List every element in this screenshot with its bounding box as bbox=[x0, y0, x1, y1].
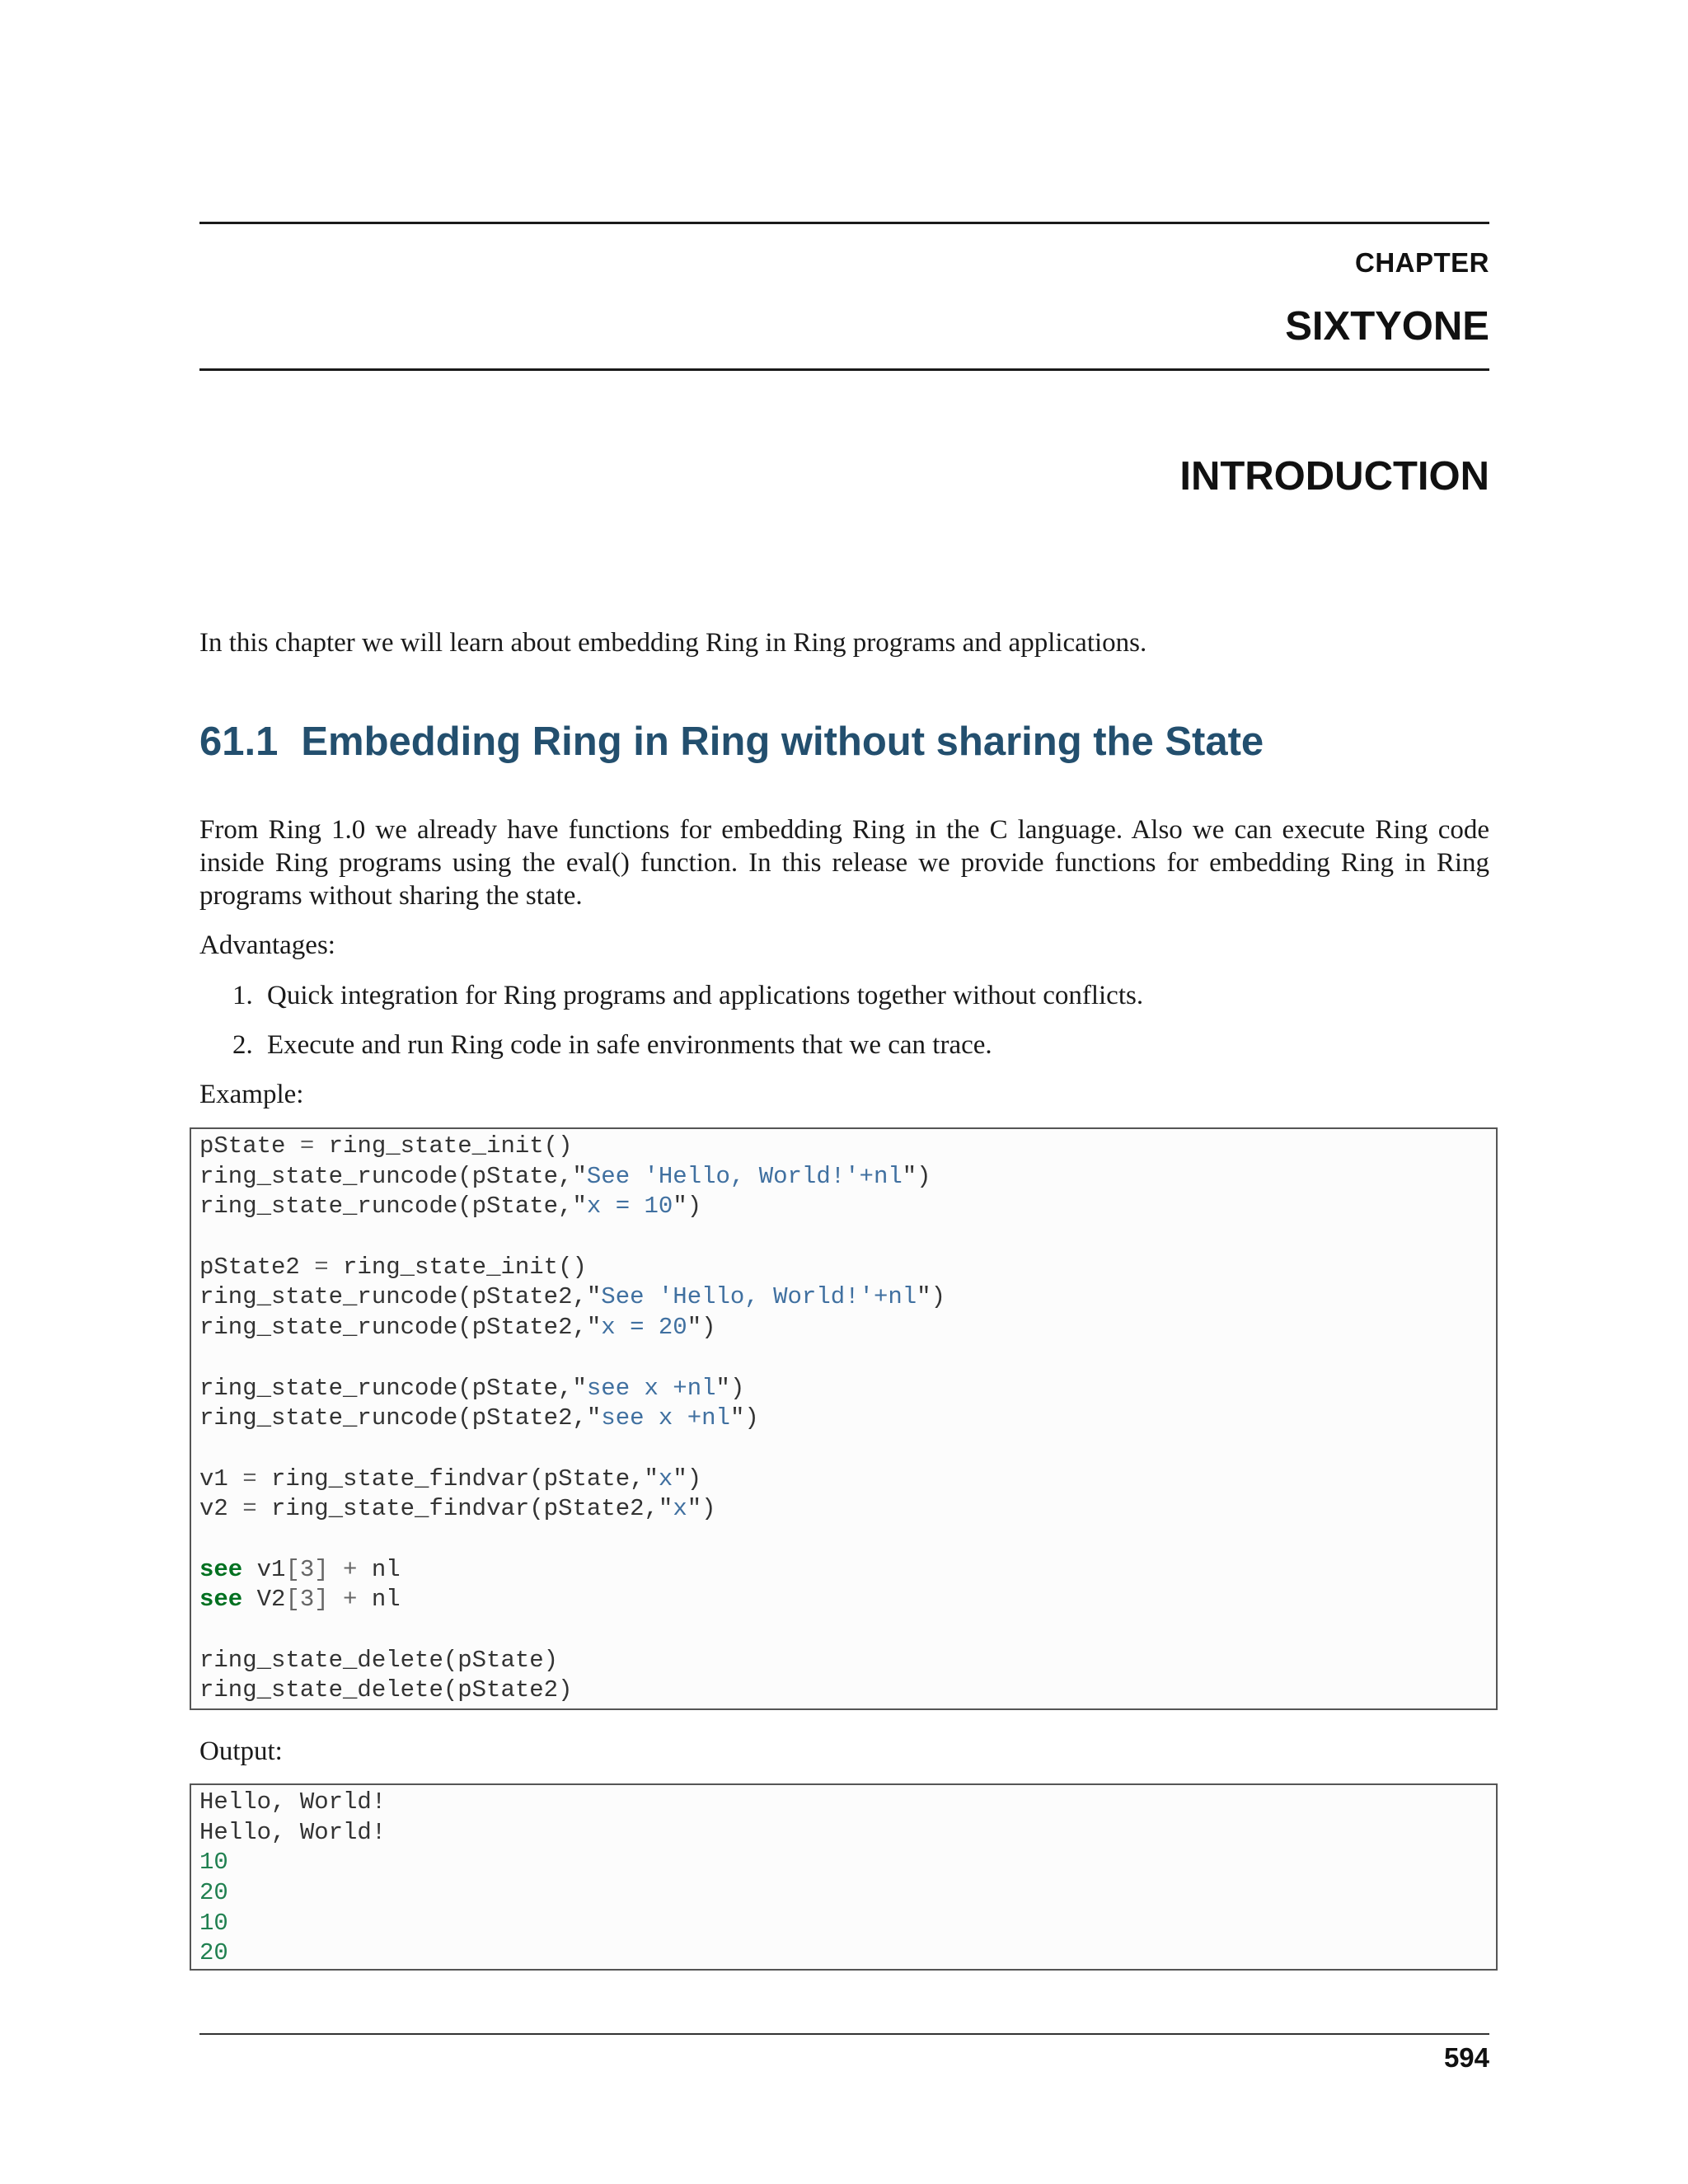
code-line bbox=[199, 1615, 1496, 1646]
code-string: x bbox=[658, 1465, 673, 1493]
code-line: ring_state_runcode(pState,"x = 10") bbox=[199, 1193, 702, 1221]
code-operator: + bbox=[328, 1555, 372, 1583]
example-label: Example: bbox=[199, 1080, 304, 1109]
code-operator: = bbox=[227, 1495, 272, 1523]
code-line: pState2 = ring_state_init() bbox=[199, 1253, 587, 1281]
example-code-block bbox=[190, 1127, 1498, 1710]
code-operator: = bbox=[227, 1465, 272, 1493]
output-line: Hello, World! bbox=[199, 1818, 387, 1846]
code-line: ring_state_runcode(pState2,"See 'Hello, World!'+nl") bbox=[199, 1283, 945, 1311]
advantages-label: Advantages: bbox=[199, 930, 335, 960]
chapter-title: INTRODUCTION bbox=[1179, 454, 1489, 499]
code-line bbox=[199, 1222, 1496, 1253]
code-line: ring_state_runcode(pState,"See 'Hello, World!'+nl") bbox=[199, 1162, 931, 1190]
code-line: see V2[3] + nl bbox=[199, 1586, 401, 1614]
list-item-number: 2. bbox=[232, 1030, 253, 1060]
code-line bbox=[199, 1525, 1496, 1555]
code-string: see x +nl bbox=[586, 1374, 716, 1402]
code-string: x = 20 bbox=[601, 1314, 687, 1342]
code-operator: = bbox=[299, 1253, 344, 1281]
code-line: v2 = ring_state_findvar(pState2,"x") bbox=[199, 1495, 716, 1523]
code-string: x bbox=[673, 1495, 687, 1523]
code-string: x = 10 bbox=[586, 1193, 673, 1221]
section-number: 61.1 bbox=[199, 719, 279, 764]
code-line bbox=[199, 1434, 1496, 1465]
chapter-top-rule bbox=[199, 222, 1489, 224]
page-number: 594 bbox=[1443, 2042, 1489, 2073]
code-line: ring_state_runcode(pState,"see x +nl") bbox=[199, 1374, 745, 1402]
code-line: ring_state_delete(pState2) bbox=[199, 1676, 573, 1704]
output-code-block bbox=[190, 1783, 1498, 1971]
output-code bbox=[191, 1785, 1496, 1969]
section-paragraph: From Ring 1.0 we already have functions for embedding Ring in the C language. Also we can execute Ring code inside Ring programs using the eval() function. In this release we provide functions for embedding Ring in Ring programs without sharing the state. bbox=[199, 815, 1489, 911]
code-index: [3] bbox=[285, 1586, 329, 1614]
output-label: Output: bbox=[199, 1736, 283, 1766]
list-item bbox=[232, 1029, 992, 1062]
code-line: ring_state_runcode(pState2,"x = 20") bbox=[199, 1314, 716, 1342]
list-item-number: 1. bbox=[232, 981, 253, 1010]
output-line: 20 bbox=[199, 1939, 228, 1967]
example-code bbox=[191, 1129, 1496, 1706]
code-index: [3] bbox=[285, 1555, 329, 1583]
list-item-text: Quick integration for Ring programs and applications together without conflicts. bbox=[267, 981, 1144, 1010]
code-line: pState = ring_state_init() bbox=[199, 1132, 573, 1160]
list-item-text: Execute and run Ring code in safe environments that we can trace. bbox=[267, 1030, 992, 1060]
intro-paragraph: In this chapter we will learn about embedding Ring in Ring programs and applications. bbox=[199, 628, 1147, 658]
code-operator: + bbox=[328, 1586, 372, 1614]
footer-rule bbox=[199, 2033, 1489, 2035]
code-string: see x +nl bbox=[601, 1404, 730, 1432]
chapter-label: CHAPTER bbox=[1354, 247, 1489, 278]
chapter-number: SIXTYONE bbox=[1285, 304, 1489, 349]
code-line: ring_state_runcode(pState2,"see x +nl") bbox=[199, 1404, 759, 1432]
code-string: See 'Hello, World!'+nl bbox=[586, 1162, 903, 1190]
output-line: 20 bbox=[199, 1879, 228, 1907]
code-line: ring_state_delete(pState) bbox=[199, 1646, 559, 1674]
code-line: see v1[3] + nl bbox=[199, 1555, 401, 1583]
chapter-bottom-rule bbox=[199, 368, 1489, 371]
code-keyword: see bbox=[199, 1555, 243, 1583]
code-keyword: see bbox=[199, 1586, 243, 1614]
output-line: Hello, World! bbox=[199, 1788, 387, 1816]
code-line bbox=[199, 1343, 1496, 1374]
output-line: 10 bbox=[199, 1909, 228, 1937]
list-item bbox=[232, 979, 1143, 1012]
section-heading bbox=[199, 719, 1264, 765]
code-line: v1 = ring_state_findvar(pState,"x") bbox=[199, 1465, 702, 1493]
code-operator: = bbox=[285, 1132, 329, 1160]
code-string: See 'Hello, World!'+nl bbox=[601, 1283, 917, 1311]
output-line: 10 bbox=[199, 1849, 228, 1877]
section-title: Embedding Ring in Ring without sharing the State bbox=[301, 719, 1264, 764]
